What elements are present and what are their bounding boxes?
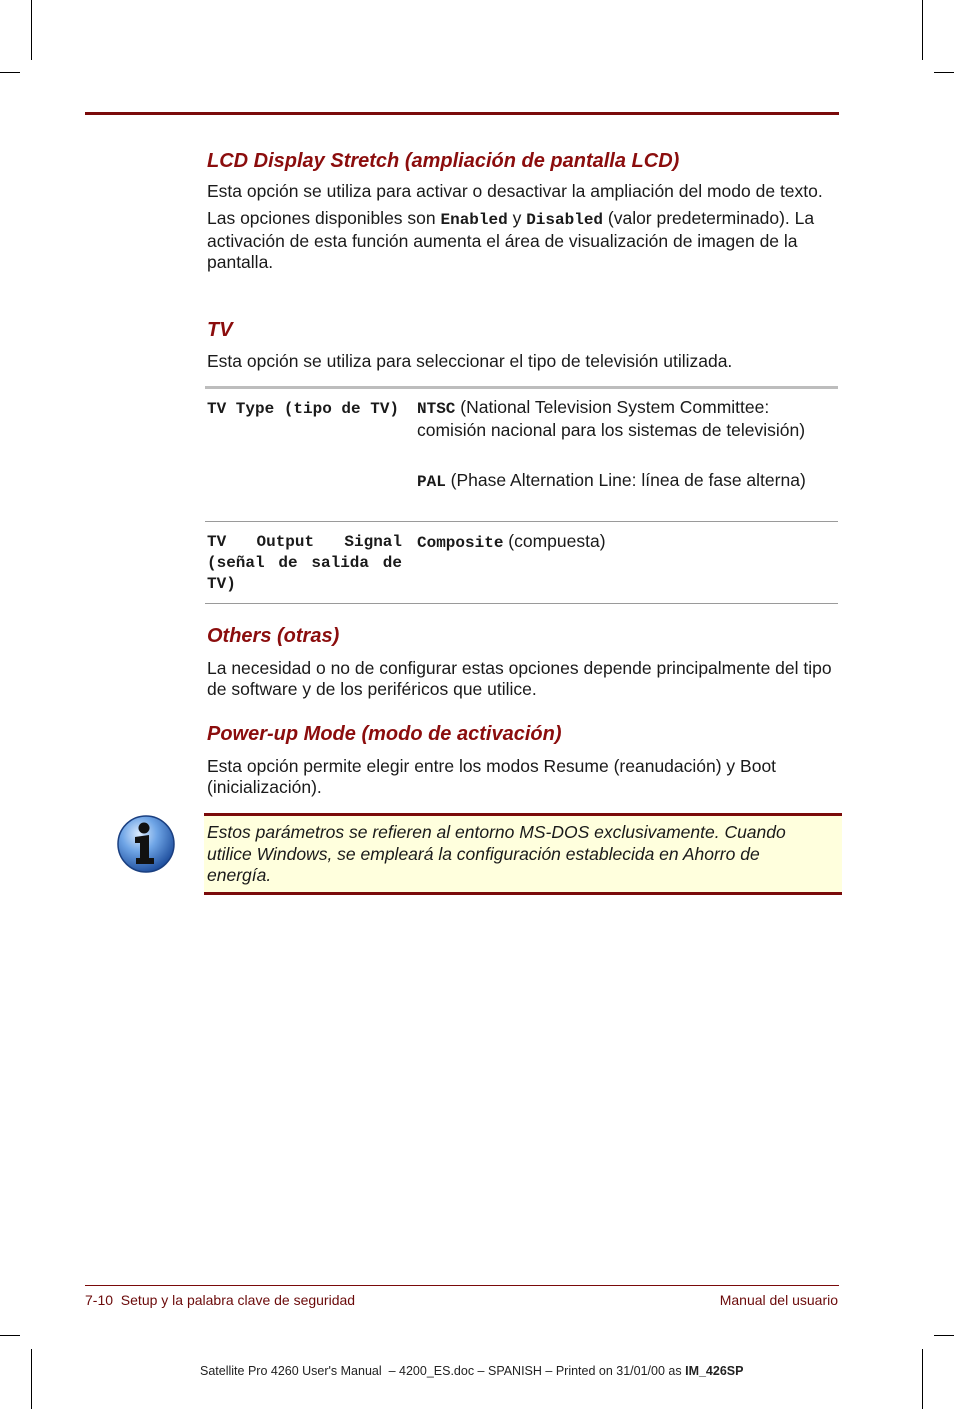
note-top-rule xyxy=(204,813,842,816)
option-enabled: Enabled xyxy=(440,211,508,229)
pal-code: PAL xyxy=(417,473,446,491)
tv-section xyxy=(207,317,839,372)
tv-output-composite xyxy=(417,531,837,554)
table-bottom-rule xyxy=(205,603,838,604)
lcd-para-2-y: y xyxy=(507,208,527,228)
powerup-para: Esta opción permite elegir entre los modos Resume (reanudación) y Boot (inicialización). xyxy=(207,756,777,797)
print-line xyxy=(200,1364,743,1378)
powerup-section xyxy=(207,721,839,798)
ntsc-text: (National Television System Committee: comisión nacional para los sistemas de televisión) xyxy=(417,397,806,440)
tv-output-label: TV Output Signal (señal de salida de TV) xyxy=(207,533,402,593)
crop-mark xyxy=(0,72,20,73)
crop-mark xyxy=(922,0,923,60)
crop-mark xyxy=(934,72,954,73)
print-line-code: IM_426SP xyxy=(685,1364,744,1378)
ntsc-code: NTSC xyxy=(417,400,456,418)
others-para: La necesidad o no de configurar estas opciones depende principalmente del tipo de software y de los periféricos que utilice. xyxy=(207,658,832,699)
tv-type-label: TV Type (tipo de TV) xyxy=(207,400,400,418)
tv-para: Esta opción se utiliza para seleccionar el tipo de televisión utilizada. xyxy=(207,351,733,371)
table-top-rule xyxy=(205,386,838,389)
table-row-rule xyxy=(205,521,838,522)
lcd-para-2-end: (valor predeterminado). La activación de esta función aumenta el área de visualización de imagen de la pantalla. xyxy=(207,208,815,272)
crop-mark xyxy=(0,1335,20,1336)
others-section xyxy=(207,623,839,700)
lcd-para-2-start: Las opciones disponibles son xyxy=(207,208,441,228)
footer-right: Manual del usuario xyxy=(719,1292,838,1308)
crop-mark xyxy=(31,1349,32,1409)
lcd-para-2 xyxy=(207,208,839,273)
lcd-heading: LCD Display Stretch (ampliación de pantalla LCD) xyxy=(207,150,680,172)
note-text: Estos parámetros se refieren al entorno MS-DOS exclusivamente. Cuando utilice Windows, se empleará la configuración establecida en Ahorro de energía. xyxy=(207,822,786,885)
info-icon xyxy=(116,814,176,874)
crop-mark xyxy=(31,0,32,60)
composite-text: (compuesta) xyxy=(503,531,606,551)
tv-type-pal xyxy=(417,470,837,493)
powerup-heading: Power-up Mode (modo de activación) xyxy=(207,723,562,745)
tv-heading: TV xyxy=(207,319,233,341)
footer-left: 7-10 Setup y la palabra clave de seguridad xyxy=(85,1292,356,1308)
composite-code: Composite xyxy=(417,534,504,552)
pal-text: (Phase Alternation Line: línea de fase alterna) xyxy=(445,470,806,490)
footer-rule xyxy=(85,1285,839,1286)
note-bottom-rule xyxy=(204,892,842,895)
crop-mark xyxy=(934,1335,954,1336)
others-heading: Others (otras) xyxy=(207,625,340,647)
lcd-para-1: Esta opción se utiliza para activar o desactivar la ampliación del modo de texto. xyxy=(207,181,823,201)
lcd-section xyxy=(207,148,839,273)
crop-mark xyxy=(922,1349,923,1409)
header-rule xyxy=(85,112,839,115)
tv-type-ntsc xyxy=(417,397,837,441)
option-disabled: Disabled xyxy=(526,211,604,229)
print-line-text: Satellite Pro 4260 User's Manual – 4200_ES.doc – SPANISH – Printed on 31/01/00 as xyxy=(200,1364,686,1378)
